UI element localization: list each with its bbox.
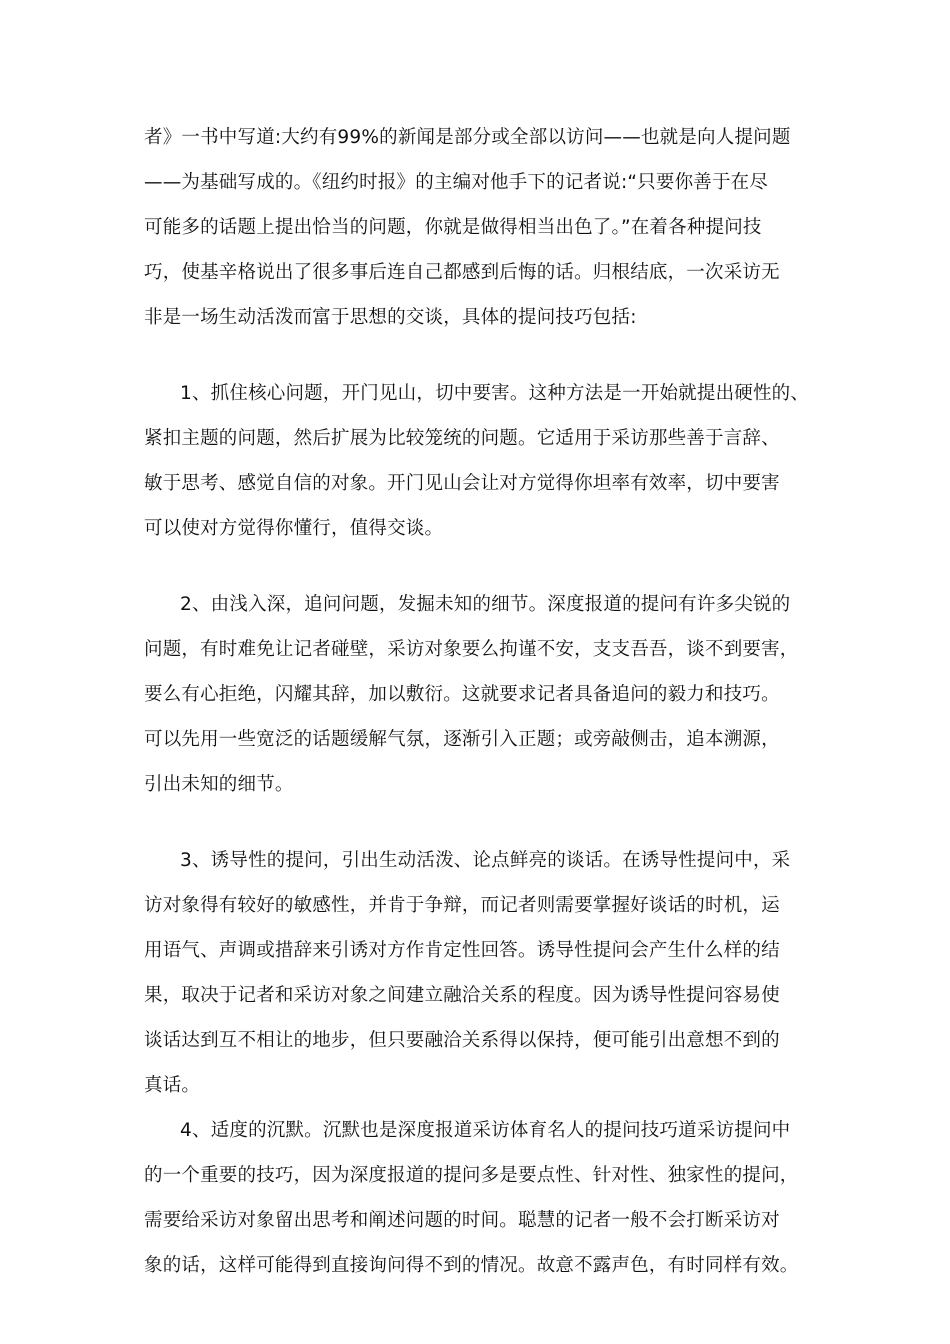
paragraph-3-line-2: 问题，有时难免让记者碰壁，采访对象要么拘谨不安，支支吾吾，谈不到要害， bbox=[144, 639, 799, 660]
paragraph-4-line-2: 访对象得有较好的敏感性，并肯于争辩，而记者则需要掌握好谈话的时机，运 bbox=[144, 895, 780, 916]
paragraph-3-line-3: 要么有心拒绝，闪耀其辞，加以敷衍。这就要求记者具备追问的毅力和技巧。 bbox=[144, 684, 780, 705]
paragraph-5-line-3: 需要给采访对象留出思考和阐述问题的时间。聪慧的记者一般不会打断采访对 bbox=[144, 1210, 780, 1231]
paragraph-4-line-6: 真话。 bbox=[144, 1075, 201, 1096]
paragraph-4-line-5: 谈话达到互不相让的地步，但只要融洽关系得以保持，便可能引出意想不到的 bbox=[144, 1030, 780, 1051]
paragraph-2-line-3: 敏于思考、感觉自信的对象。开门见山会让对方觉得你坦率有效率，切中要害 bbox=[144, 473, 780, 494]
paragraph-3-line-1: 2、由浅入深，追问问题，发掘未知的细节。深度报道的提问有许多尖锐的 bbox=[180, 594, 791, 615]
paragraph-1-line-3: 可能多的话题上提出恰当的问题，你就是做得相当出色了。”在着各种提问技 bbox=[144, 217, 762, 238]
paragraph-4-line-1: 3、诱导性的提问，引出生动活泼、论点鲜亮的谈话。在诱导性提问中，采 bbox=[180, 850, 791, 871]
paragraph-4-line-4: 果，取决于记者和采访对象之间建立融洽关系的程度。因为诱导性提问容易使 bbox=[144, 985, 780, 1006]
paragraph-5-line-1: 4、适度的沉默。沉默也是深度报道采访体育名人的提问技巧道采访提问中 bbox=[180, 1120, 791, 1141]
paragraph-4-line-3: 用语气、声调或措辞来引诱对方作肯定性回答。诱导性提问会产生什么样的结 bbox=[144, 940, 780, 961]
paragraph-1-line-2: ——为基础写成的。《纽约时报》的主编对他手下的记者说:“只要你善于在尽 bbox=[144, 172, 769, 193]
paragraph-1-line-1: 者》一书中写道:大约有99%的新闻是部分或全部以访问——也就是向人提问题 bbox=[144, 127, 791, 148]
paragraph-5-line-2: 的一个重要的技巧，因为深度报道的提问多是要点性、针对性、独家性的提问， bbox=[144, 1165, 799, 1186]
paragraph-3-line-5: 引出未知的细节。 bbox=[144, 774, 294, 795]
paragraph-5-line-4: 象的话，这样可能得到直接询问得不到的情况。故意不露声色，有时同样有效。 bbox=[144, 1255, 799, 1276]
paragraph-2-line-1: 1、抓住核心问题，开门见山，切中要害。这种方法是一开始就提出硬性的、 bbox=[180, 383, 810, 404]
paragraph-2-line-4: 可以使对方觉得你懂行，值得交谈。 bbox=[144, 518, 444, 539]
paragraph-3-line-4: 可以先用一些宽泛的话题缓解气氛，逐渐引入正题；或旁敲侧击，追本溯源， bbox=[144, 729, 780, 750]
paragraph-1-line-4: 巧，使基辛格说出了很多事后连自己都感到后悔的话。归根结底，一次采访无 bbox=[144, 262, 780, 283]
paragraph-1-line-5: 非是一场生动活泼而富于思想的交谈，具体的提问技巧包括: bbox=[144, 307, 637, 328]
paragraph-2-line-2: 紧扣主题的问题，然后扩展为比较笼统的问题。它适用于采访那些善于言辞、 bbox=[144, 428, 780, 449]
